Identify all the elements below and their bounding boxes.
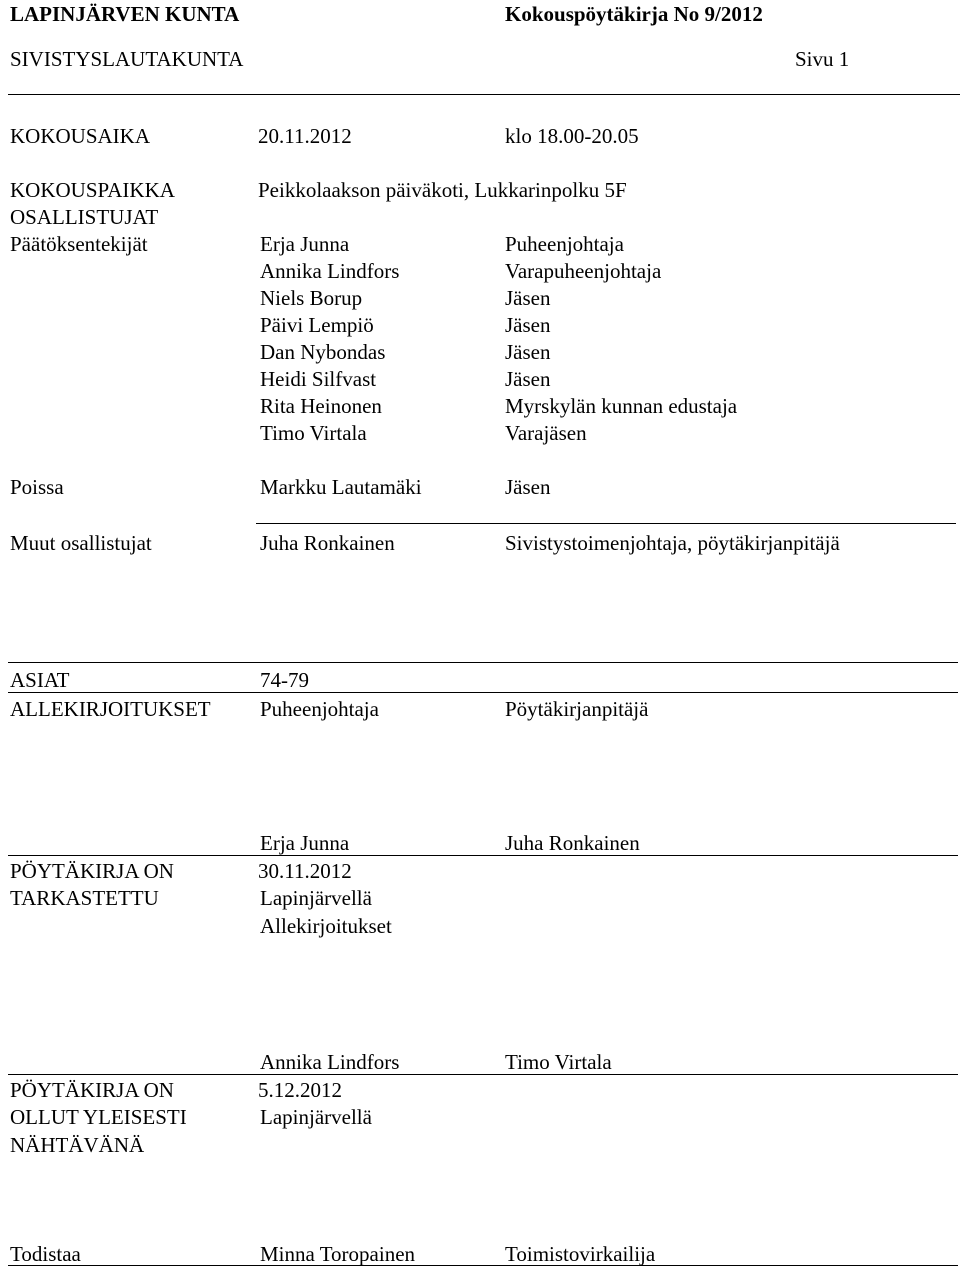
absent-name: Markku Lautamäki	[260, 475, 422, 499]
meeting-hours: klo 18.00-20.05	[505, 124, 639, 148]
member-name: Dan Nybondas	[260, 340, 386, 364]
other-participant-name: Juha Ronkainen	[260, 531, 395, 555]
review-signatures-label: Allekirjoitukset	[260, 914, 392, 938]
review-place: Lapinjärvellä	[260, 886, 372, 910]
member-role: Jäsen	[505, 340, 551, 364]
chair-label: Puheenjohtaja	[260, 697, 379, 721]
meeting-place: Peikkolaakson päiväkoti, Lukkarinpolku 5F	[258, 178, 627, 202]
other-participant-role: Sivistystoimenjohtaja, pöytäkirjanpitäjä	[505, 531, 840, 555]
secretary-label: Pöytäkirjanpitäjä	[505, 697, 649, 721]
review-label-line2: TARKASTETTU	[10, 886, 159, 910]
member-role: Varapuheenjohtaja	[505, 259, 662, 283]
member-role: Puheenjohtaja	[505, 232, 624, 256]
signatures-divider	[8, 692, 958, 693]
meeting-date: 20.11.2012	[258, 124, 352, 148]
member-role: Myrskylän kunnan edustaja	[505, 394, 738, 418]
review-label-line1: PÖYTÄKIRJA ON	[10, 859, 174, 883]
member-role: Jäsen	[505, 367, 551, 391]
others-divider	[256, 523, 956, 524]
secretary-name: Juha Ronkainen	[505, 831, 640, 855]
meeting-place-label: KOKOUSPAIKKA	[10, 178, 175, 202]
display-signer2: Timo Virtala	[505, 1050, 612, 1074]
board-name: SIVISTYSLAUTAKUNTA	[10, 47, 244, 71]
member-role: Jäsen	[505, 313, 551, 337]
attest-name: Minna Toropainen	[260, 1242, 416, 1266]
matters-value: 74-79	[260, 668, 309, 692]
member-role: Varajäsen	[505, 421, 587, 445]
document-title: Kokouspöytäkirja No 9/2012	[505, 2, 763, 26]
display-divider	[8, 1074, 958, 1075]
display-signer1: Annika Lindfors	[260, 1050, 400, 1074]
header-divider	[8, 94, 960, 95]
member-role: Jäsen	[505, 286, 551, 310]
chair-name: Erja Junna	[260, 831, 350, 855]
absent-role: Jäsen	[505, 475, 551, 499]
absent-label: Poissa	[10, 475, 64, 499]
municipality-name: LAPINJÄRVEN KUNTA	[10, 2, 240, 26]
participants-label: OSALLISTUJAT	[10, 205, 159, 229]
footer-divider	[8, 1265, 958, 1266]
attest-title: Toimistovirkailija	[505, 1242, 656, 1266]
review-divider	[8, 855, 958, 856]
display-label-line1: PÖYTÄKIRJA ON	[10, 1078, 174, 1102]
other-participants-label: Muut osallistujat	[10, 531, 152, 555]
member-name: Päivi Lempiö	[260, 313, 374, 337]
display-place: Lapinjärvellä	[260, 1105, 372, 1129]
matters-label: ASIAT	[10, 668, 70, 692]
member-name: Heidi Silfvast	[260, 367, 377, 391]
review-date: 30.11.2012	[258, 859, 352, 883]
member-name: Niels Borup	[260, 286, 363, 310]
member-name: Erja Junna	[260, 232, 350, 256]
decision-makers-label: Päätöksentekijät	[10, 232, 148, 256]
member-name: Timo Virtala	[260, 421, 367, 445]
attest-label: Todistaa	[10, 1242, 81, 1266]
signatures-label: ALLEKIRJOITUKSET	[10, 697, 211, 721]
page-number: Sivu 1	[795, 47, 850, 71]
matters-divider	[8, 662, 958, 663]
display-label-line2: OLLUT YLEISESTI	[10, 1105, 187, 1129]
meeting-time-label: KOKOUSAIKA	[10, 124, 150, 148]
member-name: Annika Lindfors	[260, 259, 400, 283]
display-label-line3: NÄHTÄVÄNÄ	[10, 1133, 145, 1157]
display-date: 5.12.2012	[258, 1078, 342, 1102]
member-name: Rita Heinonen	[260, 394, 382, 418]
